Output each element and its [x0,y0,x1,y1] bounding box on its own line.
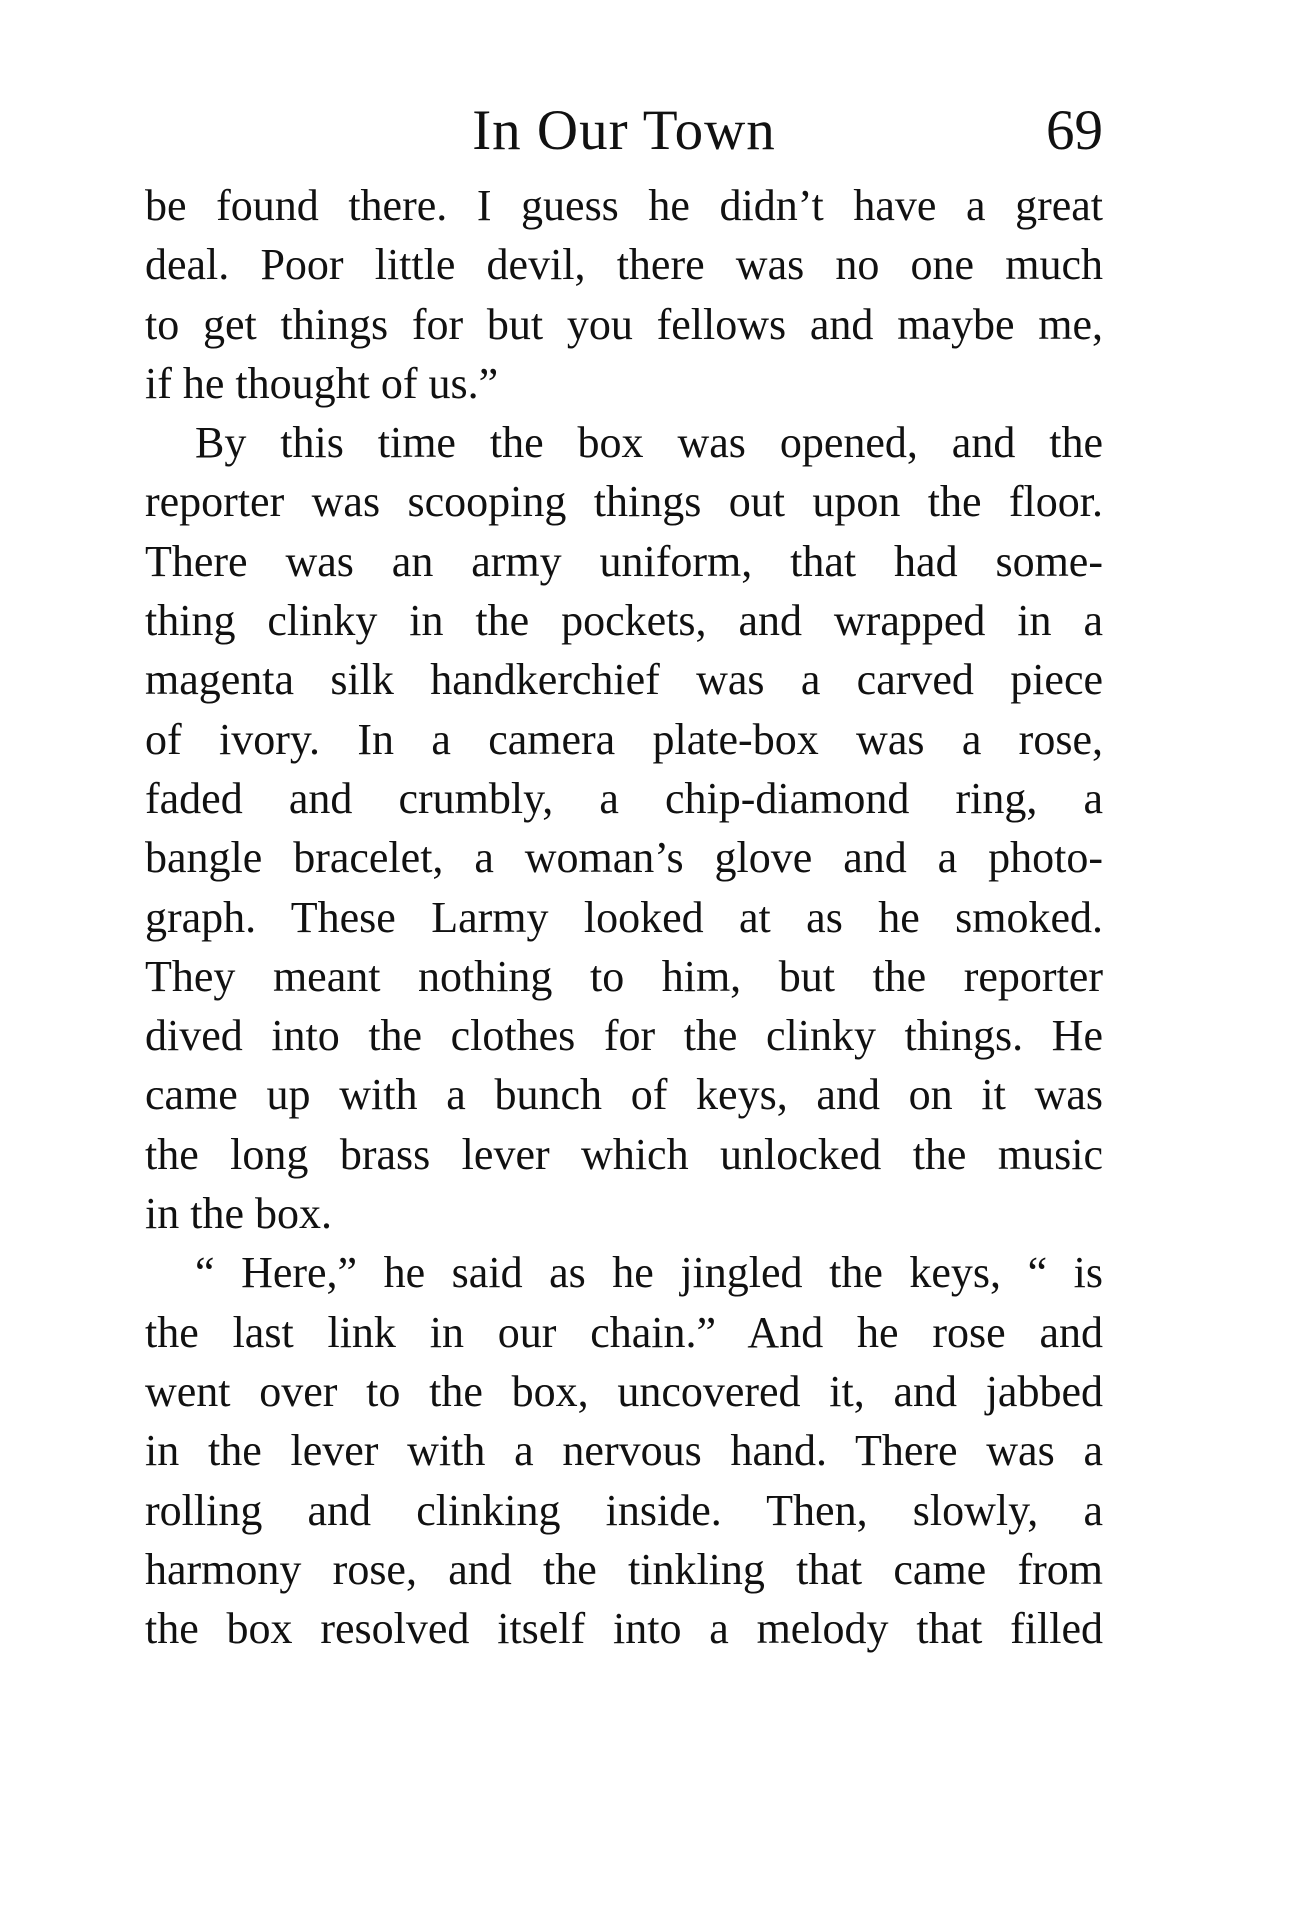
text-line: in the box. [145,1189,332,1239]
text-line: of ivory. In a camera plate-box was a rose, [145,714,1103,764]
text-line: be found there. I guess he didn’t have a great [145,181,1103,230]
text-line: reporter was scooping things out upon the floor. [145,477,1103,527]
text-line: dived into the clothes for the clinky things. He [145,1011,1103,1061]
text-line: “ Here,” he said as he jingled the keys, “ is [195,1248,1103,1298]
text-line: graph. These Larmy looked at as he smoked. [145,892,1103,942]
running-title: In Our Town [472,99,776,162]
page-header [145,96,1103,166]
text-line: By this time the box was opened, and the [195,418,1103,468]
text-line: if he thought of us.” [145,358,499,408]
text-line: There was an army uniform, that had some- [145,536,1103,586]
text-line: harmony rose, and the tinkling that came from [145,1544,1103,1594]
text-line: came up with a bunch of keys, and on it was [145,1070,1103,1120]
text-line: magenta silk handkerchief was a carved piece [145,655,1103,705]
paragraph [145,413,1103,1243]
text-line: the last link in our chain.” And he rose and [145,1307,1103,1357]
text-line: in the lever with a nervous hand. There was a [145,1426,1103,1476]
text-line: to get things for but you fellows and maybe me, [145,299,1103,349]
text-line: the box resolved itself into a melody that filled [145,1604,1103,1654]
text-line: rolling and clinking inside. Then, slowly, a [145,1485,1103,1535]
paragraph [145,176,1103,413]
page-number: 69 [1046,99,1103,162]
body-text [145,176,1103,1658]
paragraph [145,1243,1103,1658]
text-line: deal. Poor little devil, there was no one much [145,240,1103,290]
text-line: the long brass lever which unlocked the music [145,1129,1103,1179]
text-line: went over to the box, uncovered it, and jabbed [145,1366,1103,1416]
text-line: faded and crumbly, a chip-diamond ring, a [145,773,1103,823]
text-line: They meant nothing to him, but the reporter [145,951,1103,1001]
text-line: bangle bracelet, a woman’s glove and a photo- [145,833,1103,883]
text-line: thing clinky in the pockets, and wrapped in a [145,596,1103,646]
